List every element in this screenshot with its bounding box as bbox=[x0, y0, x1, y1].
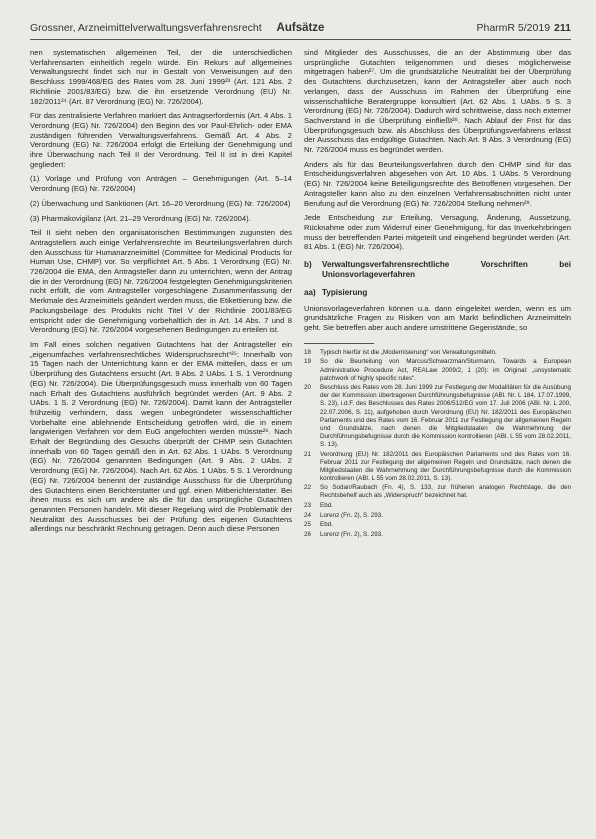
body-paragraph: Jede Entscheidung zur Erteilung, Versagung, Änderung, Aussetzung, Rücknahme oder zum Widerruf einer Genehmigung, für das Inverkehrbringen muss der betreffenden Partei mitgeteilt und eingehend begründet werden (Art. 81 Abs. 1 (EG) Nr. 726/2004). bbox=[304, 213, 571, 252]
header-rule bbox=[30, 39, 571, 40]
footnote: 25 Ebd. bbox=[304, 521, 333, 529]
list-item: (2) Überwachung und Sanktionen (Art. 16–20 Verordnung (EG) Nr. 726/2004) bbox=[30, 198, 291, 208]
journal-info bbox=[477, 22, 572, 34]
footnote: 23 Ebd. bbox=[304, 502, 333, 510]
footnote: 26 Lorenz (Fn. 2), S. 293. bbox=[304, 530, 383, 538]
right-column bbox=[304, 48, 571, 540]
page-header bbox=[30, 18, 571, 40]
running-head-author: Grossner, Arzneimittelverwaltungsverfahrensrecht bbox=[30, 22, 262, 34]
section-heading-b bbox=[304, 260, 571, 280]
heading-text: Verwaltungsverfahrensrechtliche Vorschriften bei Unionsvorlageverfahren bbox=[322, 260, 571, 280]
footnote: 22 So Sodan/Raubach (Fn. 4), S. 133, zur früheren analogen Rechtslage, die den Rechtsbehelf auch als „Widerspruch“ bezeichnet hat. bbox=[304, 484, 571, 500]
body-paragraph: Im Fall eines solchen negativen Gutachtens hat der Antragsteller ein „eigenumfaches verfahrensrechtliches Widerspruchsrecht“²⁵: Innerhalb von 15 Tagen nach der Unterrichtung kann er der EMA mitteilen, dass er um Überprüfung des Gutachtens ersucht (Art. 9 Abs. 2 UAbs. 1 S. 1 Verordnung (EG) Nr. 726/2004). Die Überprüfungsgesuch muss innerhalb von 60 Tagen nach Erhalt des Gutachtens ausführlich begründet werden (Art. 9 Abs. 2 UAbs. 1 S. 2 Verordnung (EG) Nr. 726/2004). Damit kann der Antragsteller frühzeitig verhindern, dass wegen unbegründeter wissenschaftlicher Vorbehalte eine ablehnende Entscheidung getroffen wird, die in einem langwierigen Verfahren vor dem EuG angefochten werden müsste²⁶. Nach Erhalt der Begründung des Gesuchs überprüft der CHMP sein Gutachten innerhalb von 60 Tagen gemäß den in Art. 62 Abs. 1 UAbs. 5 Verordnung (EG) Nr. 726/2004 genannten Bedingungen (Art. 9 Abs. 2 UAbs. 2 Verordnung (EG) Nr. 726/2004). Nach Art. 62 Abs. 1 UAbs. 5 S. 1 Verordnung (EG) Nr. 726/2004 benennt der zuständige Ausschuss für die Überprüfung des Gutachtens einen Berichterstatter und ggf. einen Mitberichterstatter. Bei ihnen muss es sich um andere als die für das ursprüngliche Gutachten genannten Personen handeln. Mit dieser Regelung wird die Problematik der Neutralität des Ausschusses bei der Prüfung des eigenen Gutachtens allerdings nur beschränkt Rechnung getragen. Denn auch diese Personen bbox=[30, 339, 292, 534]
list-item: (3) Pharmakovigilanz (Art. 21–29 Verordnung (EG) Nr. 726/2004). bbox=[30, 213, 251, 223]
section-heading-aa bbox=[304, 288, 571, 298]
heading-number: b) bbox=[304, 260, 312, 270]
body-paragraph: Unionsvorlageverfahren können u.a. dann eingeleitet werden, wenn es um grundsätzliche Fragen zu Risiken von am Markt befindlichen Arzneimitteln geht. Sie betreffen aber auch andere umstrittene Gegenstände, so bbox=[304, 303, 571, 333]
body-paragraph: nen systematischen allgemeinen Teil, der die unterschiedlichen Verfahrensarten einheitlich regeln würde. Ein Rekurs auf allgemeines Verwaltungsrecht findet sich nur in Gestalt von Verweisungen auf den Beschluss 1999/468/EG des Rates vom 28. Juni 1999²³ (Art. 121 Abs. 2 Richtlinie 2001/83/EG) bzw. die ihn ersetzende Verordnung (EU) Nr. 182/2011²⁴ (Art. 87 Verordnung (EG) Nr. 726/2004). bbox=[30, 48, 292, 106]
heading-number: aa) bbox=[304, 288, 316, 298]
body-paragraph: Teil II sieht neben den organisatorischen Bestimmungen zugunsten des Antragstellers auch einige Verfahrensrechte im Beurteilungsverfahren durch den Ausschuss für Humanarzneimittel (Committee for Medicinal Products for Human Use, CHMP) vor. So verpflichtet Art. 5 Abs. 1 Verordnung (EG) Nr. 726/2004 die EMA, den Antragsteller dann zu unterrichten, wenn der Antrag die in der Verordnung (EG) Nr. 726/2004 festgelegten Genehmigungskriterien nicht erfüllt, die vom Antragsteller vorgeschlagene Zusammenfassung der Merkmale des Arzneimittels geändert werden muss, die Etikettierung bzw. die Packungsbeilage des Produkts nicht Titel V der Richtlinie 2001/83/EG entspricht oder die Genehmigung vorbehaltlich der in Art. 14 Abs. 7 und 8 Verordnung (EG) Nr. 726/2004 vorgesehenen Bedingungen zu erteilen ist. bbox=[30, 228, 292, 335]
footnotes bbox=[304, 349, 571, 539]
body-paragraph: Für das zentralisierte Verfahren markiert das Antragserfordernis (Art. 4 Abs. 1 Verordnung (EG) Nr. 726/2004) den Beginn des vor Paul-Ehrlich- oder EMA zuständigen führenden Verwaltungsverfahrens. Gemäß Art. 4 Abs. 2 Verordnung (EG) Nr. 726/2004 erfolgt die Erteilung der Genehmigung und ihre Überwachung nach Teil II der Verordnung. Teil II ist in drei Kapitel gegliedert: bbox=[30, 111, 292, 169]
heading-text: Typisierung bbox=[322, 288, 368, 298]
footnote: 20 Beschluss des Rates vom 28. Juni 1999 zur Festlegung der Modalitäten für die Ausübung der der Kommission übertragenen Durchführungsbefugnisse (ABl. Nr. L 184, 17.07.1999, S. 23), i.d.F. des Beschlusses des Rates 2006/512/EG vom 17. Juli 2006 (ABl. Nr. L 200, 22.07.2006, S. 11), aufgehoben durch Verordnung (EU) Nr. 182/2011 des Europäischen Parlaments und des Rates vom 16. Februar 2011 zur Festlegung der allgemeinen Regeln und Grundsätze, nach denen die Mitgliedstaaten die Wahrnehmung der Durchführungsbefugnisse durch die Kommission kontrollieren (ABl. L 55 vom 28.02.2011, S. 13). bbox=[304, 384, 571, 448]
body-paragraph: Anders als für das Beurteilungsverfahren durch den CHMP sind für das Entscheidungsverfahren abgesehen von Art. 10 Abs. 1 UAbs. 5 Verordnung (EG) Nr. 726/2004 keine Beteiligungsrechte des Betroffenen vorgesehen. Der Antragsteller kann also zu den einzelnen Verfahrensabschnitten nicht unter Berufung auf die Verordnung (EG) Nr. 726/2004 Stellung nehmen²⁹. bbox=[304, 159, 571, 208]
footnote: 18 Typisch hierfür ist die „Modernisierung“ von Verwaltungsmitteln. bbox=[304, 348, 497, 356]
footnote-rule bbox=[304, 343, 374, 344]
footnote: 24 Lorenz (Fn. 2), S. 293. bbox=[304, 511, 383, 519]
footnote: 21 Verordnung (EU) Nr. 182/2011 des Europäischen Parlaments und des Rates vom 16. Februar 2011 zur Festlegung der allgemeinen Regeln und Grundsätze, nach denen die Mitgliedstaaten die Wahrnehmung der Durchführungsbefugnisse durch die Kommission kontrollieren (ABl. L 55 vom 28.02.2011, S. 13). bbox=[304, 450, 571, 482]
body-paragraph: sind Mitglieder des Ausschusses, die an der Abstimmung über das ursprüngliche Gutachten teilgenommen und dieses möglicherweise mitgetragen haben²⁷. Um die grundsätzliche Neutralität bei der Überprüfung des Gutachtens durchzusetzen, kann der Antragsteller aber auch noch verlangen, dass der Ausschuss im Rahmen der Überprüfung eine wissenschaftliche Beratergruppe konsultiert (Art. 62 Abs. 1 UAbs. 5 S. 3 Verordnung (EG) Nr. 726/2004). Dadurch wird schrittweise, dass noch externer Sachverstand in die Überprüfung einfließt²⁸. Nach Ablauf der Frist für das Überprüfungsgesuch bzw. als Abschluss des Überprüfungsverfahrens erlässt der Ausschuss das endgültige Gutachten. Nach Art. 9 Abs. 3 Verordnung (EG) Nr. 726/2004 muss es begründet werden. bbox=[304, 48, 571, 155]
list-item: (1) Vorlage und Prüfung von Anträgen – Genehmigungen (Art. 5–14 Verordnung (EG) Nr. 726/2004) bbox=[30, 174, 292, 194]
journal-issue: PharmR 5/2019 bbox=[476, 22, 551, 34]
section-label: Aufsätze bbox=[276, 22, 325, 34]
page-number: 211 bbox=[554, 22, 571, 34]
footnote: 19 So die Beurteilung von Marcus/Schwarzman/Sturmann, Towards a European Administrative Procedure Act, REALaw 2009/2, 1 (20): im Original: „unsystematic patchwork of highly specific rules“. bbox=[304, 358, 571, 382]
left-column bbox=[30, 48, 292, 539]
